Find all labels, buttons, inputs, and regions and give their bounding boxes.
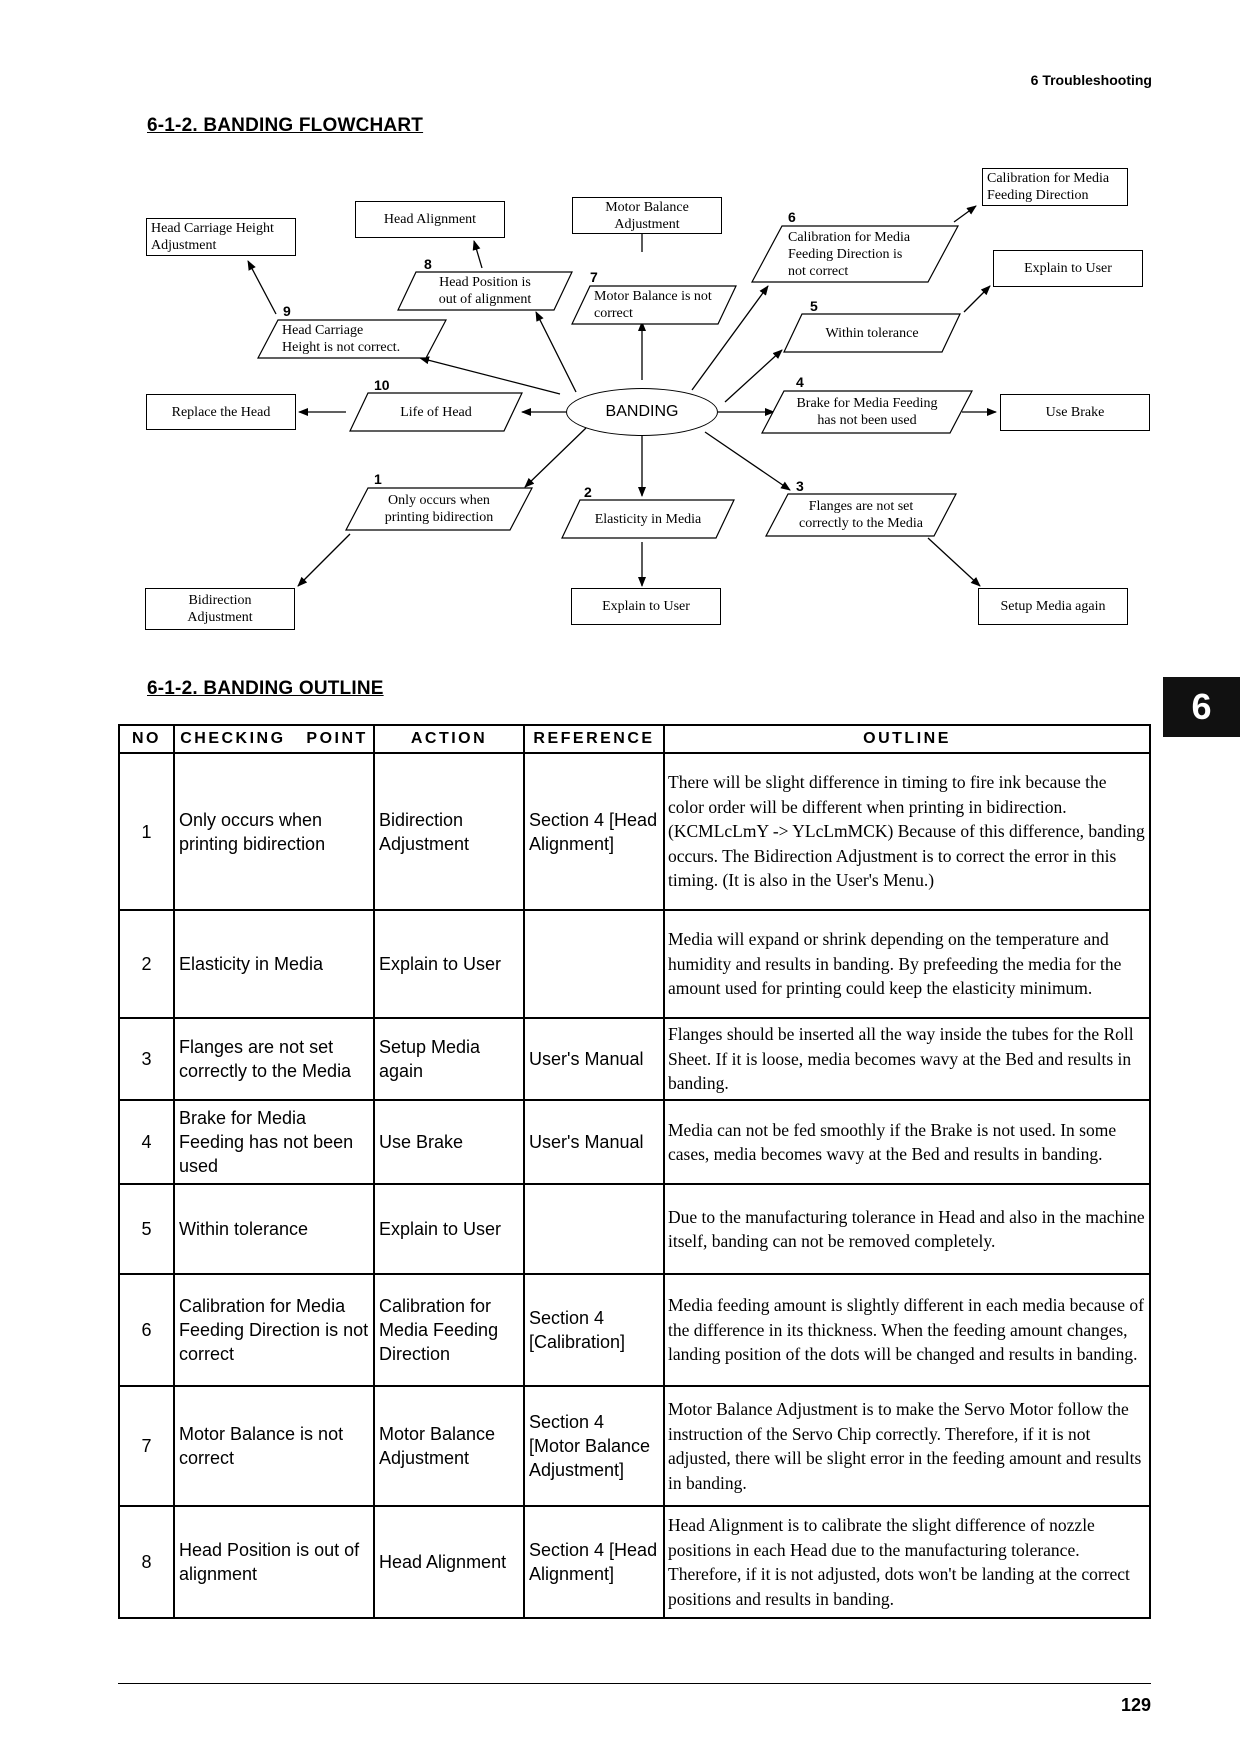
- check-7-number: 7: [590, 269, 598, 285]
- column-header-action: ACTION: [374, 725, 524, 753]
- row-no: 5: [119, 1184, 174, 1274]
- table-header-row: [119, 725, 1150, 753]
- row-no: 6: [119, 1274, 174, 1386]
- column-header-checking-point: CHECKING POINT: [174, 725, 374, 753]
- row-outline: Flanges should be inserted all the way inside the tubes for the Roll Sheet. If it is loose, media becomes wavy at the Bed and results in banding.: [664, 1018, 1150, 1100]
- table-row: [119, 910, 1150, 1018]
- row-checking-point: Only occurs when printing bidirection: [174, 753, 374, 910]
- action-calibration-media-feeding: Calibration for Media Feeding Direction: [982, 168, 1128, 206]
- row-action: Calibration for Media Feeding Direction: [374, 1274, 524, 1386]
- table-row: [119, 1184, 1150, 1274]
- banding-flowchart: [0, 0, 1240, 660]
- outline-heading: 6-1-2. BANDING OUTLINE: [147, 678, 384, 699]
- row-reference: User's Manual: [524, 1018, 664, 1100]
- action-use-brake: Use Brake: [1000, 394, 1150, 431]
- row-checking-point: Calibration for Media Feeding Direction is not correct: [174, 1274, 374, 1386]
- action-head-carriage-height-adjustment: Head Carriage Height Adjustment: [146, 218, 296, 256]
- check-2-number: 2: [584, 484, 592, 500]
- row-no: 2: [119, 910, 174, 1018]
- row-action: Motor Balance Adjustment: [374, 1386, 524, 1506]
- row-checking-point: Elasticity in Media: [174, 910, 374, 1018]
- row-action: Setup Media again: [374, 1018, 524, 1100]
- banding-outline-table: [118, 724, 1151, 1619]
- banding-node: BANDING: [566, 388, 718, 436]
- row-checking-point: Flanges are not set correctly to the Media: [174, 1018, 374, 1100]
- row-checking-point: Head Position is out of alignment: [174, 1506, 374, 1618]
- check-6-calibration: Calibration for Media Feeding Direction is not correct: [752, 226, 958, 282]
- row-reference: User's Manual: [524, 1100, 664, 1184]
- check-4-brake: Brake for Media Feeding has not been used: [762, 391, 972, 433]
- row-no: 3: [119, 1018, 174, 1100]
- row-checking-point: Within tolerance: [174, 1184, 374, 1274]
- row-outline: Media can not be fed smoothly if the Brake is not used. In some cases, media becomes wavy at the Bed and results in banding.: [664, 1100, 1150, 1184]
- check-5-tolerance: Within tolerance: [784, 314, 960, 352]
- action-motor-balance-adjustment: Motor Balance Adjustment: [572, 197, 722, 234]
- page-number: 129: [1120, 1695, 1151, 1715]
- column-header-outline: OUTLINE: [664, 725, 1150, 753]
- row-action: Explain to User: [374, 910, 524, 1018]
- check-8-number: 8: [424, 256, 432, 272]
- row-checking-point: Brake for Media Feeding has not been used: [174, 1100, 374, 1184]
- column-header-reference: REFERENCE: [524, 725, 664, 753]
- action-explain-to-user-tolerance: Explain to User: [993, 250, 1143, 287]
- section-label: 6 Troubleshooting: [1030, 72, 1152, 88]
- row-action: Use Brake: [374, 1100, 524, 1184]
- row-reference: Section 4 [Head Alignment]: [524, 1506, 664, 1618]
- action-setup-media-again: Setup Media again: [978, 588, 1128, 625]
- row-outline: Media will expand or shrink depending on the temperature and humidity and results in banding. By prefeeding the media for the amount used for printing could keep the elasticity minimum.: [664, 910, 1150, 1018]
- table-row: [119, 1274, 1150, 1386]
- row-reference: Section 4 [Calibration]: [524, 1274, 664, 1386]
- row-no: 4: [119, 1100, 174, 1184]
- row-action: Bidirection Adjustment: [374, 753, 524, 910]
- row-outline: Media feeding amount is slightly different in each media because of the difference in its thickness. When the feeding amount changes, landing position of the dots will be changed and results in banding.: [664, 1274, 1150, 1386]
- row-no: 1: [119, 753, 174, 910]
- chapter-tab-marker: 6: [1163, 677, 1240, 737]
- row-reference: [524, 910, 664, 1018]
- check-10-life-of-head: Life of Head: [350, 393, 522, 431]
- table-row: [119, 1506, 1150, 1618]
- row-outline: Due to the manufacturing tolerance in Head and also in the machine itself, banding can not be removed completely.: [664, 1184, 1150, 1274]
- footer-divider: [118, 1683, 1151, 1684]
- row-reference: Section 4 [Head Alignment]: [524, 753, 664, 910]
- row-no: 8: [119, 1506, 174, 1618]
- table-row: [119, 1018, 1150, 1100]
- check-10-number: 10: [374, 377, 390, 393]
- row-outline: Head Alignment is to calibrate the slight difference of nozzle positions in each Head due to the manufacturing tolerance. Therefore, if it is not adjusted, dots won't be landing at the correct positions and results in banding.: [664, 1506, 1150, 1618]
- check-4-number: 4: [796, 374, 804, 390]
- check-3-flanges: Flanges are not set correctly to the Media: [766, 494, 956, 536]
- row-checking-point: Motor Balance is not correct: [174, 1386, 374, 1506]
- row-reference: [524, 1184, 664, 1274]
- table-row: [119, 1100, 1150, 1184]
- row-outline: Motor Balance Adjustment is to make the Servo Motor follow the instruction of the Servo Chip correctly. Therefore, if it is not adjusted, there will be slight error in the feeding amount and results in banding.: [664, 1386, 1150, 1506]
- check-3-number: 3: [796, 478, 804, 494]
- check-6-number: 6: [788, 209, 796, 225]
- check-2-elasticity: Elasticity in Media: [562, 500, 734, 538]
- action-replace-the-head: Replace the Head: [146, 394, 296, 430]
- check-7-motor-balance: Motor Balance is not correct: [572, 286, 736, 324]
- flowchart-arrows: [0, 0, 1240, 660]
- row-action: Head Alignment: [374, 1506, 524, 1618]
- row-action: Explain to User: [374, 1184, 524, 1274]
- check-1-bidirection: Only occurs when printing bidirection: [346, 488, 532, 530]
- table-row: [119, 1386, 1150, 1506]
- check-1-number: 1: [374, 471, 382, 487]
- flowchart-heading: 6-1-2. BANDING FLOWCHART: [147, 115, 424, 136]
- action-explain-to-user-elasticity: Explain to User: [571, 588, 721, 625]
- row-no: 7: [119, 1386, 174, 1506]
- action-bidirection-adjustment: Bidirection Adjustment: [145, 588, 295, 630]
- check-5-number: 5: [810, 298, 818, 314]
- column-header-no: NO: [119, 725, 174, 753]
- check-8-head-position: Head Position is out of alignment: [398, 272, 572, 310]
- row-reference: Section 4 [Motor Balance Adjustment]: [524, 1386, 664, 1506]
- check-9-head-carriage: Head Carriage Height is not correct.: [258, 320, 446, 358]
- check-9-number: 9: [283, 303, 291, 319]
- row-outline: There will be slight difference in timing to fire ink because the color order will be different when printing in bidirection. (KCMLcLmY -> YLcLmMCK) Because of this difference, banding occurs. The Bidirection Adjustment is to correct the error in this timing. (It is also in the User's Menu.): [664, 753, 1150, 910]
- action-head-alignment: Head Alignment: [355, 201, 505, 238]
- table-row: [119, 753, 1150, 910]
